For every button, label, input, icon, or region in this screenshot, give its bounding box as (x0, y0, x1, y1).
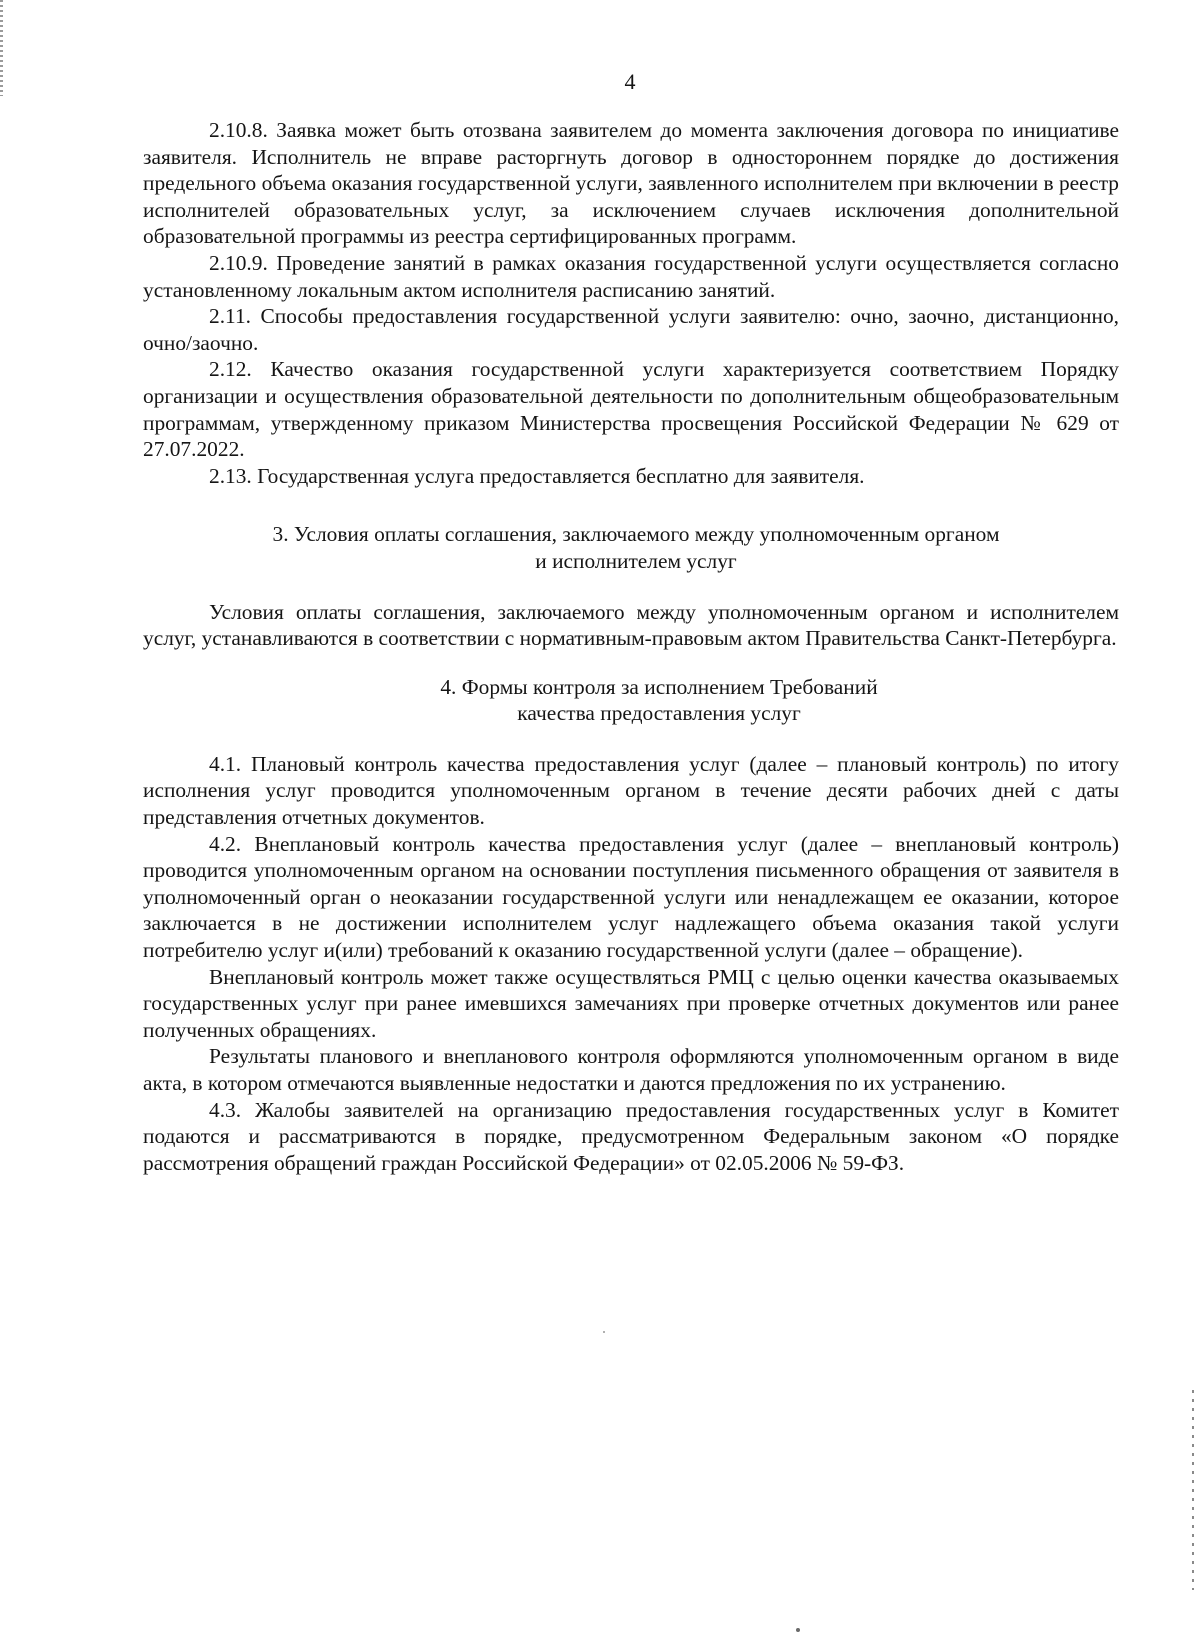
section-4-heading-line: 4. Формы контроля за исполнением Требований (440, 674, 878, 699)
scan-speck (603, 1331, 605, 1333)
paragraph-4-2: 4.2. Внеплановый контроль качества предоставления услуг (далее – внеплановый контроль) проводится уполномоченным органом на основании поступления письменного обращения от заявителя в уполномоченный орган о неоказании государственной услуги или ненадлежащем ее оказании, которое заключается в не достижении исполнителем услуг надлежащего объема оказания такой услуги потребителю услуг и(или) требований к оказанию государственной услуги (далее – обращение). (143, 831, 1119, 963)
paragraph-2-12: 2.12. Качество оказания государственной услуги характеризуется соответствием Порядку организации и осуществления образовательной деятельности по дополнительным общеобразовательным программам, утвержденному приказом Министерства просвещения Российской Федерации № 629 от 27.07.2022. (143, 357, 1119, 462)
section-3-heading-line: 3. Условия оплаты соглашения, заключаемого между уполномоченным органом (272, 522, 1000, 547)
section-2-continuation (143, 117, 1119, 489)
paragraph-3-payment-terms: Условия оплаты соглашения, заключаемого между уполномоченным органом и исполнителем услуг, устанавливаются в соответствии с нормативным-правовым актом Правительства Санкт-Петербурга. (143, 599, 1119, 651)
scan-speck (796, 1628, 800, 1632)
section-3-heading-line: и исполнителем услуг (535, 548, 737, 573)
page-number: 4 (624, 69, 636, 94)
document-body (143, 117, 1119, 1176)
paragraph-4-2-rmc: Внеплановый контроль может также осуществляться РМЦ с целью оценки качества оказываемых государственных услуг при ранее имевшихся замечаниях при проверке отчетных документов или ранее полученных обращениях. (143, 964, 1119, 1042)
paragraph-2-13: 2.13. Государственная услуга предоставляется бесплатно для заявителя. (209, 463, 865, 488)
section-4-body (143, 751, 1119, 1177)
paragraph-2-11: 2.11. Способы предоставления государственной услуги заявителю: очно, заочно, дистанционно, очно/заочно. (143, 304, 1119, 355)
paragraph-2-10-8: 2.10.8. Заявка может быть отозвана заявителем до момента заключения договора по инициативе заявителя. Исполнитель не вправе расторгнуть договор в одностороннем порядке до достижения предельного объема оказания государственной услуги, заявленного исполнителем при включении в реестр исполнителей образовательных услуг, за исключением случаев исключения дополнительной образовательной программы из реестра сертифицированных программ. (143, 118, 1119, 249)
paragraph-4-2-results: Результаты планового и внепланового контроля оформляются уполномоченным органом в виде акта, в котором отмечаются выявленные недостатки и даются предложения по их устранению. (143, 1044, 1119, 1095)
section-4-heading-line: качества предоставления услуг (517, 701, 801, 726)
section-3-heading (143, 521, 1119, 574)
scan-edge-artifact (1192, 1390, 1194, 1590)
section-3-body (143, 599, 1119, 652)
paragraph-4-1: 4.1. Плановый контроль качества предоставления услуг (далее – плановый контроль) по итогу исполнения услуг проводится уполномоченным органом в течение десяти рабочих дней с даты представления отчетных документов. (143, 751, 1119, 830)
paragraph-2-10-9: 2.10.9. Проведение занятий в рамках оказания государственной услуги осуществляется согласно установленному локальным актом исполнителя расписанию занятий. (143, 250, 1119, 302)
section-4-heading (143, 674, 1119, 727)
paragraph-4-3: 4.3. Жалобы заявителей на организацию предоставления государственных услуг в Комитет подаются и рассматриваются в порядке, предусмотренном Федеральным законом «О порядке рассмотрения обращений граждан Российской Федерации» от 02.05.2006 № 59-ФЗ. (143, 1097, 1119, 1175)
